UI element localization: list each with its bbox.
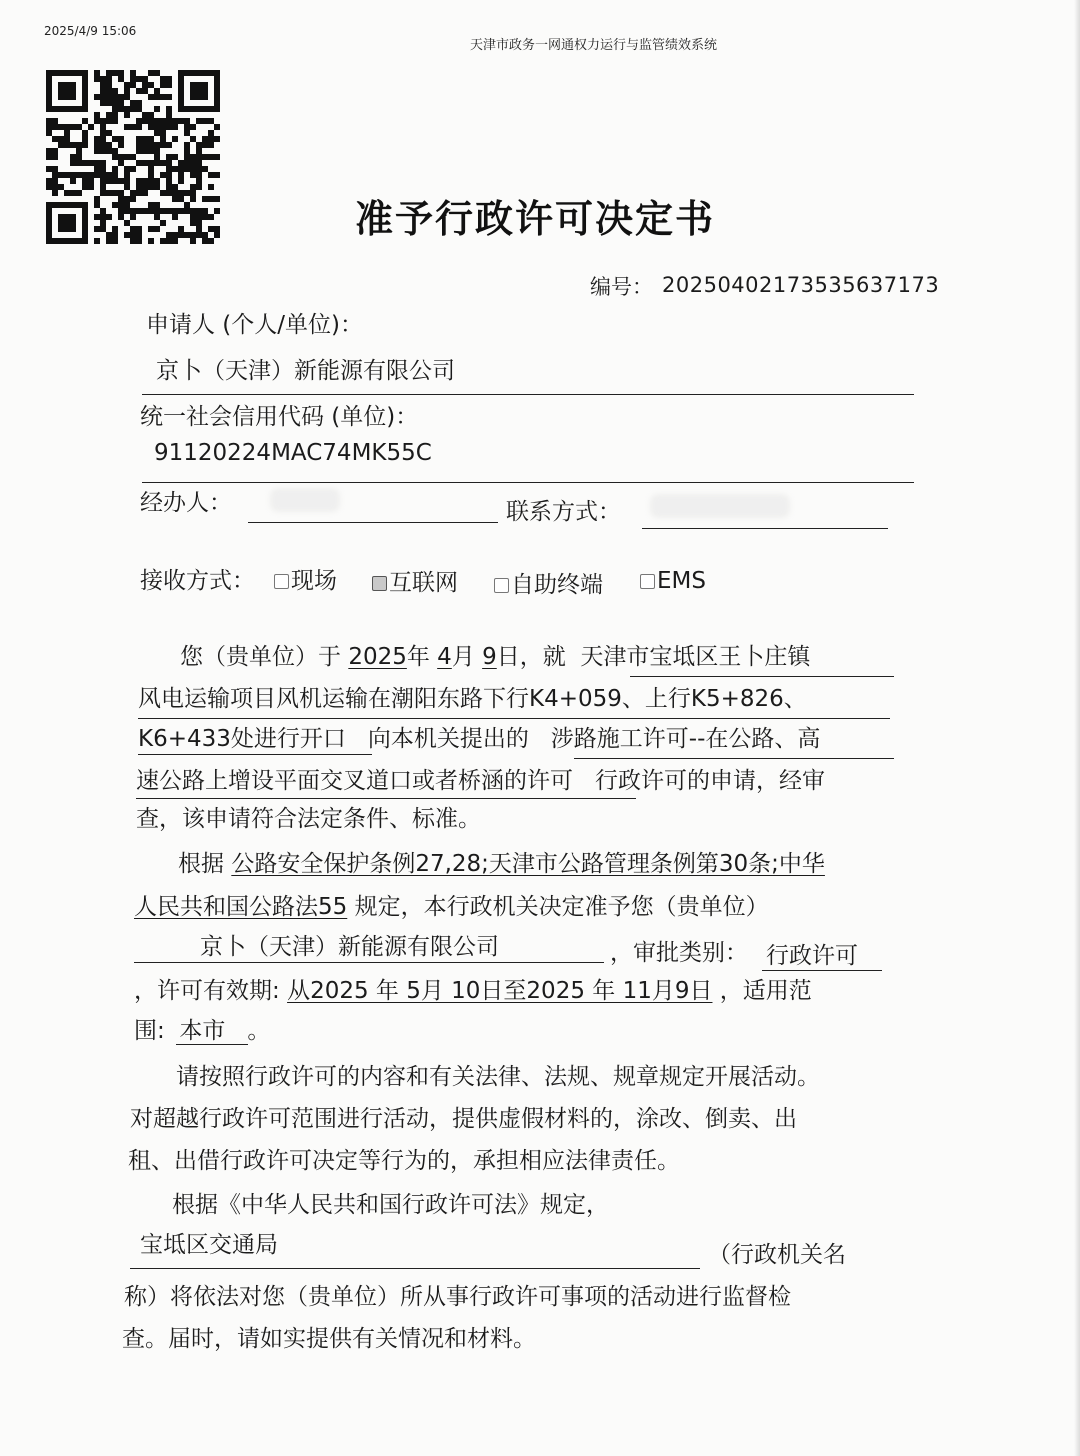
p2-scope-label: ，适用范: [719, 978, 812, 1004]
checkbox-ems: [640, 574, 655, 589]
p1-project-1: 天津市宝坻区王卜庄镇: [580, 644, 811, 670]
p1-day: 9: [482, 644, 497, 670]
p1-project-underline-2: [138, 718, 890, 719]
p1-line3: [138, 720, 820, 753]
applicant-underline: [142, 394, 914, 395]
qr-code-icon: [46, 70, 220, 244]
applicant-value: 京卜（天津）新能源有限公司: [156, 358, 455, 384]
p2-approval-underline: [762, 970, 882, 971]
p2-scope-underline: [176, 1044, 248, 1045]
receive-method-label: 接收方式：: [140, 568, 255, 594]
p1-line5: 查，该申请符合法定条件、标准。: [136, 806, 481, 832]
credit-code-value: 91120224MAC74MK55C: [154, 440, 432, 466]
agency-label: （行政机关名: [708, 1242, 846, 1268]
p2-grantee-underline: [134, 962, 604, 963]
checkbox-internet: [372, 576, 387, 591]
p1-project-underline-1: [630, 676, 894, 677]
p3-line2: 对超越行政许可范围进行活动，提供虚假材料的，涂改、倒卖、出: [130, 1106, 797, 1132]
p1-item-underline-2: [136, 798, 636, 799]
credit-code-underline: [142, 482, 914, 483]
p1-item-1: 涉路施工许可--在公路、高: [550, 726, 821, 752]
p2-line4: [134, 972, 812, 1005]
p4-line3: 称）将依法对您（贵单位）所从事行政许可事项的活动进行监督检: [124, 1284, 791, 1310]
contact-label: 联系方式：: [506, 499, 621, 525]
handler-underline: [248, 522, 498, 523]
p1-project-2: 风电运输项目风机运输在潮阳东路下行K4+059、上行K5+826、: [138, 686, 807, 712]
receive-option-kiosk: [494, 566, 603, 599]
receive-option-label: 互联网: [389, 570, 458, 596]
p1-project-3: K6+433处进行开口: [138, 726, 346, 752]
p1-project-underline-3: [138, 754, 372, 755]
p1-intro: 您（贵单位）于: [180, 644, 341, 670]
contact-underline: [642, 528, 888, 529]
p3-line1: 请按照行政许可的内容和有关法律、法规、规章规定开展活动。: [176, 1064, 820, 1090]
p2-approval-type: 行政许可: [766, 943, 858, 969]
p2-grantee: 京卜（天津）新能源有限公司: [200, 934, 499, 960]
credit-code-label: 统一社会信用代码 (单位)：: [140, 404, 419, 430]
page-edge-shadow: [1074, 0, 1080, 1456]
p4-line4: 查。届时，请如实提供有关情况和材料。: [122, 1326, 536, 1352]
agency-name-underline: [130, 1268, 700, 1269]
p1-item-2: 速公路上增设平面交叉道口或者桥涵的许可: [136, 768, 573, 794]
receive-option-ems: [640, 568, 706, 594]
p1-year: 2025: [348, 644, 407, 670]
p2-line2: [134, 888, 769, 921]
redacted-handler: [270, 488, 340, 512]
receive-option-label: 自助终端: [511, 572, 603, 598]
p1-year-unit: 年: [406, 644, 430, 670]
receive-option-onsite: [274, 562, 337, 595]
p2-scope-value: 本市: [179, 1018, 226, 1044]
p2-line5: [134, 1012, 270, 1045]
system-name: 天津市政务一网通权力运行与监管绩效系统: [470, 38, 718, 53]
p2-basis-1: 公路安全保护条例27,28;天津市公路管理条例第30条;中华: [231, 851, 825, 877]
p2-approval-label: ，审批类别：: [610, 940, 748, 966]
handler-label: 经办人：: [140, 490, 232, 516]
p2-intro: 根据: [178, 851, 224, 877]
checkbox-kiosk: [494, 578, 509, 593]
p3-line3: 租、出借行政许可决定等行为的，承担相应法律责任。: [128, 1148, 680, 1174]
receive-option-internet: [372, 564, 458, 597]
p2-decision: 规定，本行政机关决定准予您（贵单位）: [354, 894, 769, 920]
agency-name: 宝坻区交通局: [140, 1232, 278, 1258]
p2-validity-label: ，许可有效期:: [134, 978, 280, 1004]
document-title: 准予行政许可决定书: [355, 196, 716, 241]
receive-option-label: EMS: [657, 568, 706, 594]
p1-month-unit: 月: [451, 644, 475, 670]
checkbox-onsite: [274, 574, 289, 589]
doc-number-value: 20250402173535637173: [662, 273, 940, 297]
p2-line1: [178, 845, 825, 878]
p1-day-unit: 日，就: [496, 644, 566, 670]
p1-item-underline-1: [574, 758, 894, 759]
redacted-contact: [650, 494, 790, 518]
p1-to-agency: 向本机关提出的: [367, 726, 529, 752]
p2-period: 。: [247, 1018, 271, 1044]
receive-option-label: 现场: [291, 568, 337, 594]
print-datetime: 2025/4/9 15:06: [44, 24, 137, 38]
doc-number-label: 编号：: [590, 275, 653, 299]
applicant-label: 申请人 (个人/单位)：: [146, 312, 364, 338]
p2-validity-value: 从2025 年 5月 10日至2025 年 11月9日: [287, 978, 713, 1004]
p4-line1: 根据《中华人民共和国行政许可法》规定，: [172, 1192, 609, 1218]
p1-line1: [180, 638, 810, 671]
p2-basis-2: 人民共和国公路法55: [134, 894, 348, 920]
p1-after-item: 行政许可的申请，经审: [594, 768, 825, 794]
p2-scope-label-2: 围:: [134, 1018, 165, 1044]
p1-month: 4: [437, 644, 452, 670]
p1-line4: [136, 762, 825, 795]
